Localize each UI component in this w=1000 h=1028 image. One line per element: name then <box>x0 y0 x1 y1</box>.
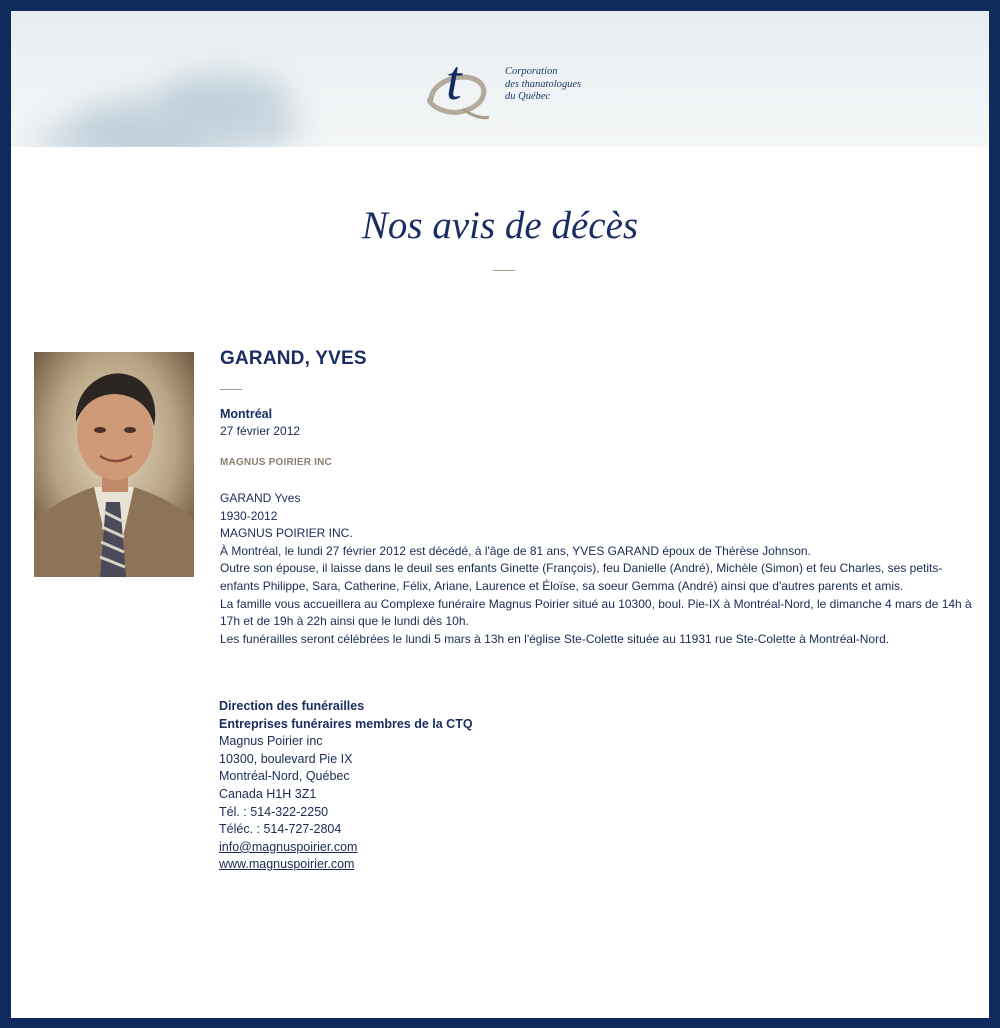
page-title: Nos avis de décès <box>361 204 639 247</box>
obituary-line: Les funérailles seront célébrées le lundi 5 mars à 13h en l'église Ste-Colette située au 11931 rue Ste-Colette à Montréal-Nord. <box>220 631 890 646</box>
address-line: Montréal-Nord, Québec <box>219 769 350 784</box>
logo-line: du Québec <box>505 91 551 102</box>
logo-line: des thanatologues <box>505 78 582 90</box>
address-line: Canada H1H 3Z1 <box>219 786 317 801</box>
obituary-line: 1930-2012 <box>220 508 278 523</box>
fax-number: Téléc. : 514-727-2804 <box>219 822 342 837</box>
email-link[interactable]: info@magnuspoirier.com <box>219 839 358 854</box>
cloud-decoration <box>161 71 291 121</box>
obituary-content <box>220 348 980 648</box>
company-name: Magnus Poirier inc <box>219 734 323 749</box>
obituary-text <box>220 490 980 648</box>
logo-line: Corporation <box>505 66 558 77</box>
obituary-line: La famille vous accueillera au Complexe funéraire Magnus Poirier situé au 10300, boul. Pie-IX à Montréal-Nord, le dimanche 4 mars de 14h à 17h et de 19h à 22h ainsi que le lundi dès 10h. <box>220 596 972 629</box>
funeral-home-label: MAGNUS POIRIER INC <box>220 457 332 468</box>
obituary-line: MAGNUS POIRIER INC. <box>220 526 353 541</box>
svg-text:t: t <box>446 50 462 112</box>
address-line: 10300, boulevard Pie IX <box>219 751 353 766</box>
obituary-line: GARAND Yves <box>220 491 301 505</box>
title-divider <box>493 270 515 271</box>
deceased-name: GARAND, YVES <box>220 348 367 369</box>
death-date: 27 février 2012 <box>220 424 301 438</box>
phone-number: Tél. : 514-322-2250 <box>219 804 329 819</box>
funeral-direction-block <box>219 698 819 874</box>
website-link[interactable]: www.magnuspoirier.com <box>219 857 355 872</box>
name-divider <box>220 389 242 390</box>
deceased-city: Montréal <box>220 407 273 421</box>
obituary-line: Outre son épouse, il laisse dans le deuil ses enfants Ginette (François), feu Danielle (André), Michèle (Simon) et feu Charles, ses petits-enfants Philippe, Sara, Catherine, Félix, Ariane, Laurence et Éloïse, sa soeur Gemma (André) ainsi que d'autres parents et amis. <box>220 561 943 593</box>
ctq-logo-icon[interactable] <box>423 47 489 121</box>
page-frame <box>11 11 989 1018</box>
site-header <box>11 11 989 147</box>
ctq-logo-text[interactable] <box>505 66 635 104</box>
direction-heading: Direction des funérailles <box>219 699 365 713</box>
obituary-line: À Montréal, le lundi 27 février 2012 est décédé, à l'âge de 81 ans, YVES GARAND époux de Thérèse Johnson. <box>220 543 811 558</box>
direction-subheading: Entreprises funéraires membres de la CTQ <box>219 716 473 731</box>
deceased-portrait <box>34 352 194 577</box>
